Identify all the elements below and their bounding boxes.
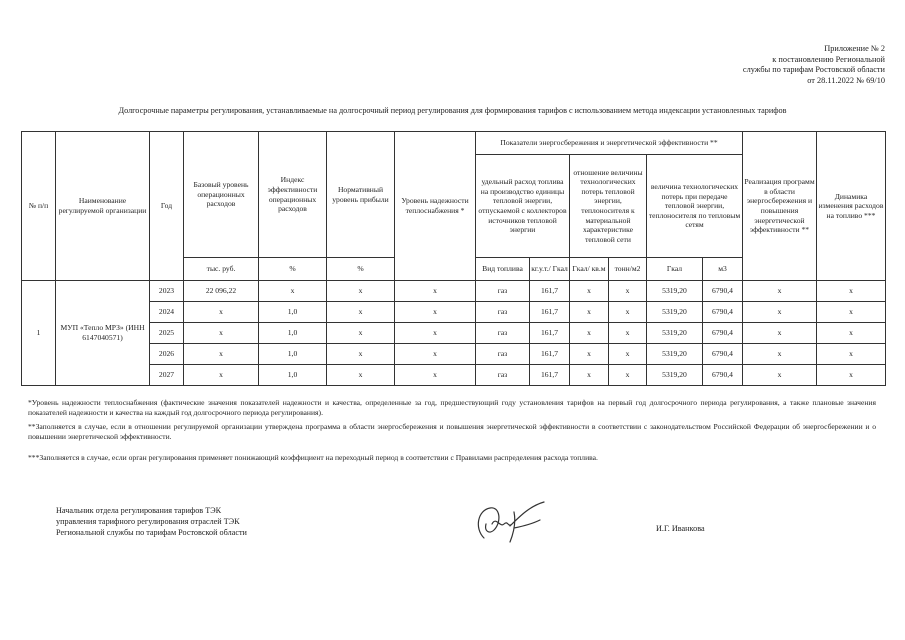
- cell-year: 2027: [150, 365, 184, 386]
- header-index: Индекс эффективности операционных расходов: [259, 132, 327, 258]
- cell-losses-1: 5319,20: [647, 344, 703, 365]
- org-name: МУП «Тепло МРЗ» (ИНН 6147040571): [56, 281, 150, 386]
- cell-index: 1,0: [259, 302, 327, 323]
- appendix-header: [585, 44, 885, 86]
- cell-dynamics: х: [817, 281, 886, 302]
- signatory-line: Региональной службы по тарифам Ростовской области: [56, 528, 247, 537]
- table-row: [22, 365, 886, 386]
- cell-fuel: газ: [476, 302, 530, 323]
- unit-ratio-2: тонн/м2: [609, 258, 647, 281]
- header-profit: Нормативный уровень прибыли: [327, 132, 395, 258]
- cell-program: х: [743, 365, 817, 386]
- table-row: [22, 344, 886, 365]
- footnote-fuel-dynamics: ***Заполняется в случае, если орган регулирования применяет понижающий коэффициент на переходный период в соответствии с Правилами распределения расхода топлива.: [28, 453, 598, 462]
- cell-specific: 161,7: [530, 281, 570, 302]
- header-specific-fuel: удельный расход топлива на производство единицы тепловой энергии, отпускаемой с коллекторов источников тепловой энергии: [476, 155, 570, 258]
- header-year: Год: [150, 132, 184, 281]
- cell-losses-2: 6790,4: [703, 365, 743, 386]
- table-row: [22, 281, 886, 302]
- cell-program: х: [743, 302, 817, 323]
- cell-losses-1: 5319,20: [647, 281, 703, 302]
- cell-reliability: х: [395, 344, 476, 365]
- cell-dynamics: х: [817, 365, 886, 386]
- cell-ratio-1: х: [570, 365, 609, 386]
- cell-ratio-1: х: [570, 323, 609, 344]
- header-losses: величина технологических потерь при передаче тепловой энергии, теплоносителя по тепловым сетям: [647, 155, 743, 258]
- cell-reliability: х: [395, 302, 476, 323]
- header-energy-group: Показатели энергосбережения и энергетической эффективности **: [476, 132, 743, 155]
- appendix-line: к постановлению Региональной: [772, 54, 885, 64]
- signatory-line: Начальник отдела регулирования тарифов ТЭК: [56, 506, 222, 515]
- cell-losses-2: 6790,4: [703, 302, 743, 323]
- cell-profit: х: [327, 302, 395, 323]
- cell-year: 2025: [150, 323, 184, 344]
- cell-ratio-2: х: [609, 281, 647, 302]
- footnote-reliability: *Уровень надежности теплоснабжения (фактические значения показателей надежности и качества, определенные за год, предшествующий году установления тарифов на первый год долгосрочного периода регулирования, а также плановые значения показателей надежности и качества на каждый год долгосрочного периода регулирования).: [28, 398, 876, 418]
- cell-ratio-2: х: [609, 365, 647, 386]
- signatory-title: [56, 505, 247, 538]
- document-title: Долгосрочные параметры регулирования, устанавливаемые на долгосрочный период регулирования для формирования тарифов с использованием метода индексации установленных тарифов: [118, 106, 787, 115]
- cell-losses-2: 6790,4: [703, 281, 743, 302]
- cell-base: х: [184, 323, 259, 344]
- handwritten-signature: [470, 498, 560, 550]
- unit-losses-2: м3: [703, 258, 743, 281]
- cell-index: 1,0: [259, 344, 327, 365]
- cell-program: х: [743, 281, 817, 302]
- header-dynamics: Динамика изменения расходов на топливо ***: [817, 132, 886, 281]
- cell-base: 22 096,22: [184, 281, 259, 302]
- cell-year: 2023: [150, 281, 184, 302]
- cell-profit: х: [327, 323, 395, 344]
- cell-ratio-2: х: [609, 302, 647, 323]
- signatory-line: управления тарифного регулирования отраслей ТЭК: [56, 517, 240, 526]
- unit-losses-1: Гкал: [647, 258, 703, 281]
- appendix-date: от 28.11.2022 № 69/10: [807, 75, 885, 85]
- footnote-program: **Заполняется в случае, если в отношении регулируемой организации утверждена программа в области энергосбережения и повышения энергетической эффективности в соответствии с законодательством Российской Федерации об энергосбережении и о повышении энергетической эффективности.: [28, 422, 876, 442]
- cell-fuel: газ: [476, 344, 530, 365]
- cell-dynamics: х: [817, 323, 886, 344]
- unit-profit: %: [327, 258, 395, 281]
- cell-specific: 161,7: [530, 365, 570, 386]
- header-loss-ratio: отношение величины технологических потерь тепловой энергии, теплоносителя к материальной характеристике тепловой сети: [570, 155, 647, 258]
- cell-profit: х: [327, 365, 395, 386]
- parameters-table: [21, 131, 886, 386]
- cell-fuel: газ: [476, 281, 530, 302]
- cell-program: х: [743, 344, 817, 365]
- cell-losses-2: 6790,4: [703, 323, 743, 344]
- header-org: Наименование регулируемой организации: [56, 132, 150, 281]
- cell-losses-2: 6790,4: [703, 344, 743, 365]
- cell-base: х: [184, 302, 259, 323]
- cell-program: х: [743, 323, 817, 344]
- cell-year: 2024: [150, 302, 184, 323]
- cell-ratio-1: х: [570, 281, 609, 302]
- cell-reliability: х: [395, 365, 476, 386]
- cell-fuel: газ: [476, 365, 530, 386]
- cell-ratio-1: х: [570, 302, 609, 323]
- cell-specific: 161,7: [530, 323, 570, 344]
- cell-losses-1: 5319,20: [647, 302, 703, 323]
- cell-reliability: х: [395, 281, 476, 302]
- unit-index: %: [259, 258, 327, 281]
- cell-profit: х: [327, 281, 395, 302]
- table-row: [22, 302, 886, 323]
- cell-dynamics: х: [817, 344, 886, 365]
- cell-losses-1: 5319,20: [647, 323, 703, 344]
- unit-base: тыс. руб.: [184, 258, 259, 281]
- cell-base: х: [184, 365, 259, 386]
- signatory-name: И.Г. Иванкова: [656, 524, 705, 533]
- cell-specific: 161,7: [530, 344, 570, 365]
- cell-index: 1,0: [259, 323, 327, 344]
- cell-specific: 161,7: [530, 302, 570, 323]
- appendix-line: службы по тарифам Ростовской области: [742, 65, 885, 75]
- cell-reliability: х: [395, 323, 476, 344]
- cell-ratio-2: х: [609, 344, 647, 365]
- cell-base: х: [184, 344, 259, 365]
- header-base: Базовый уровень операционных расходов: [184, 132, 259, 258]
- header-program: Реализация программ в области энергосбережения и повышения энергетической эффективности **: [743, 132, 817, 281]
- org-number: 1: [22, 281, 56, 386]
- cell-year: 2026: [150, 344, 184, 365]
- cell-fuel: газ: [476, 323, 530, 344]
- unit-ratio-1: Гкал/ кв.м: [570, 258, 609, 281]
- cell-ratio-2: х: [609, 323, 647, 344]
- header-num: № п/п: [22, 132, 56, 281]
- cell-index: х: [259, 281, 327, 302]
- unit-fuel-type: Вид топлива: [476, 258, 530, 281]
- table-row: [22, 323, 886, 344]
- cell-index: 1,0: [259, 365, 327, 386]
- appendix-line: Приложение № 2: [824, 44, 885, 53]
- unit-fuel: кг.у.т./ Гкал: [530, 258, 570, 281]
- cell-ratio-1: х: [570, 344, 609, 365]
- cell-profit: х: [327, 344, 395, 365]
- cell-losses-1: 5319,20: [647, 365, 703, 386]
- header-reliability: Уровень надежности теплоснабжения *: [395, 132, 476, 281]
- cell-dynamics: х: [817, 302, 886, 323]
